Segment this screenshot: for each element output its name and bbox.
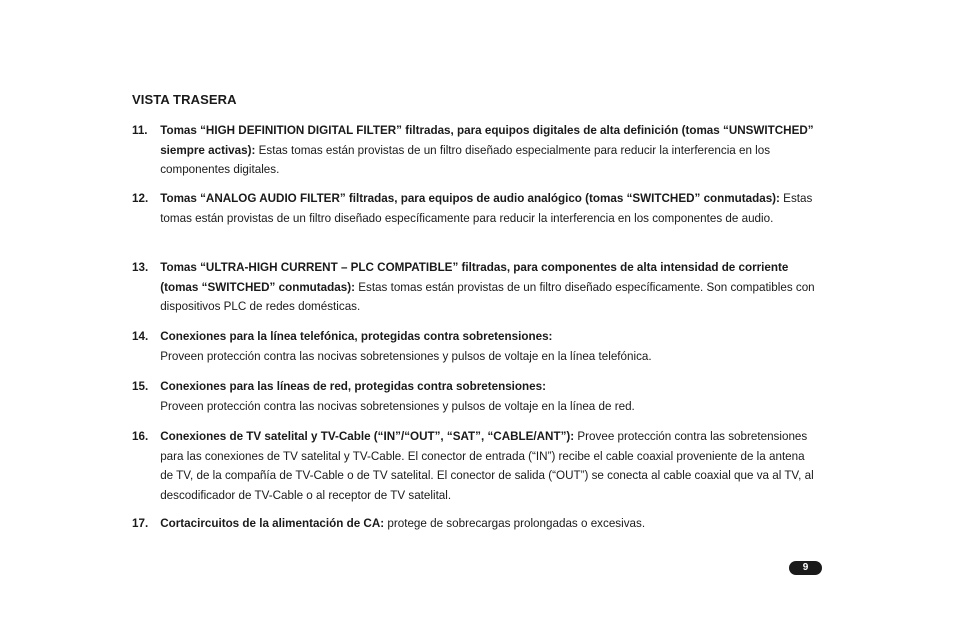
- item-number: 17.: [132, 516, 149, 530]
- item-description: Estas tomas están provistas de un filtro diseñado específicamente. Son compatibles con dispositivos PLC de redes domésticas.: [160, 279, 815, 313]
- item-heading: Tomas “HIGH DEFINITION DIGITAL FILTER” filtradas, para equipos digitales de alta definición (tomas “UNSWITCHED” siempre activas):: [160, 123, 814, 157]
- item-description: Proveen protección contra las nocivas sobretensiones y pulsos de voltaje en la línea telefónica.: [160, 348, 652, 363]
- item-number: 13.: [132, 260, 149, 274]
- list-item-17: [132, 514, 790, 534]
- item-description: Provee protección contra las sobretensiones para las conexiones de TV satelital y TV-Cable. El conector de entrada (“IN”) recibe el cable coaxial proveniente de la antena de TV, de la compañía de TV-Cable o de TV satelital. El conector de salida (“OUT”) se conecta al cable coaxial que va al TV, al descodificador de TV-Cable o al receptor de TV satelital.: [160, 429, 814, 502]
- item-description: Estas tomas están provistas de un filtro diseñado específicamente para reducir la interferencia en los componentes de audio.: [160, 191, 813, 225]
- item-description: Estas tomas están provistas de un filtro diseñado especialmente para reducir la interferencia en los componentes digitales.: [160, 142, 771, 176]
- item-description: protege de sobrecargas prolongadas o excesivas.: [384, 516, 646, 530]
- item-number: 14.: [132, 329, 149, 343]
- item-heading: Conexiones para la línea telefónica, protegidas contra sobretensiones:: [160, 329, 553, 343]
- item-heading: Conexiones de TV satelital y TV-Cable (“IN”/“OUT”, “SAT”, “CABLE/ANT”):: [160, 429, 575, 443]
- list-item-12: [132, 189, 813, 228]
- page-number-badge: 9: [789, 561, 822, 575]
- item-description: Proveen protección contra las nocivas sobretensiones y pulsos de voltaje en la línea de red.: [160, 398, 635, 413]
- item-number: 16.: [132, 429, 149, 443]
- list-item-14: [132, 327, 790, 366]
- item-heading: Tomas “ULTRA-HIGH CURRENT – PLC COMPATIBLE” filtradas, para componentes de alta intensidad de corriente (tomas “SWITCHED” conmutadas):: [160, 260, 789, 294]
- item-number: 12.: [132, 191, 149, 205]
- item-heading: Cortacircuitos de la alimentación de CA:: [160, 516, 385, 530]
- list-item-15: [132, 377, 790, 416]
- list-item-16: [132, 427, 814, 505]
- list-item-11: [132, 121, 814, 180]
- list-item-13: [132, 258, 815, 317]
- item-number: 11.: [132, 123, 148, 137]
- item-heading: Conexiones para las líneas de red, protegidas contra sobretensiones:: [160, 379, 546, 393]
- item-number: 15.: [132, 379, 149, 393]
- section-title: VISTA TRASERA: [132, 92, 237, 107]
- item-heading: Tomas “ANALOG AUDIO FILTER” filtradas, para equipos de audio analógico (tomas “SWITCHED” conmutadas):: [160, 191, 780, 205]
